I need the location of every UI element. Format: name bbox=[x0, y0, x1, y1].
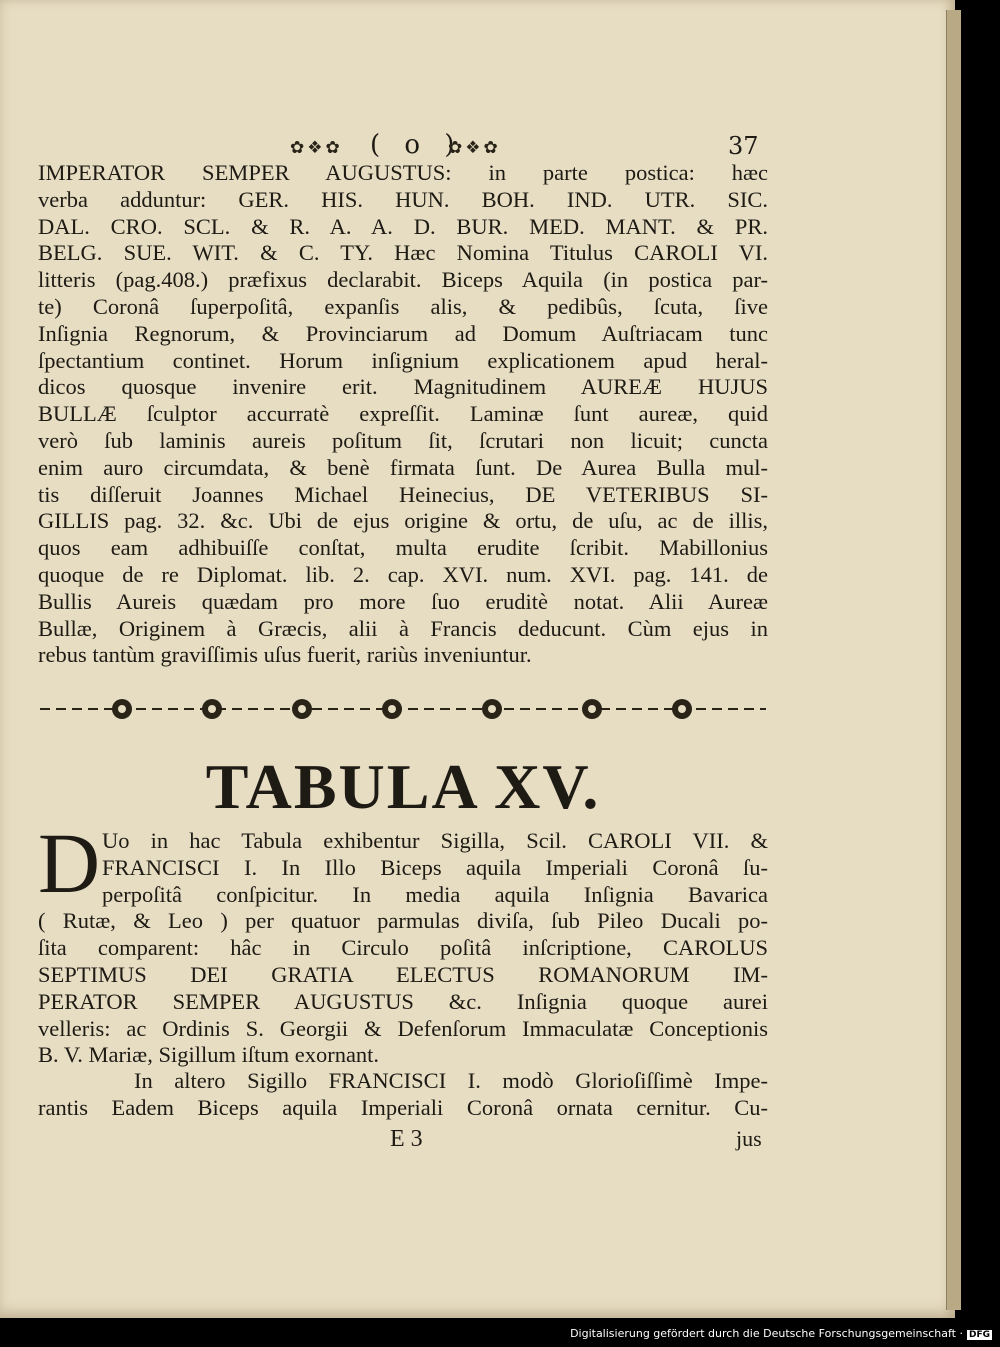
footer-credit bbox=[570, 1327, 992, 1340]
dfg-logo-icon: DFG bbox=[968, 1330, 990, 1340]
text-line: B. V. Mariæ, Sigillum iſtum exornant. bbox=[38, 1042, 380, 1068]
text-line: BELG. SUE. WIT. & C. TY. Hæc Nomina Titulus CAROLI VI. bbox=[38, 240, 768, 266]
text-line: verba adduntur: GER. HIS. HUN. BOH. IND. UTR. SIC. bbox=[38, 186, 768, 212]
text-line: te) Coronâ ſuperpoſitâ, expanſis alis, & pedibûs, ſcuta, ſive bbox=[38, 293, 768, 319]
text-line: enim auro circumdata, & benè firmata ſunt. De Aurea Bulla mul- bbox=[38, 454, 768, 480]
text-line: rebus tantùm graviſſimis uſus fuerit, rariùs inveniuntur. bbox=[38, 642, 532, 668]
page-edge bbox=[946, 10, 961, 1310]
text-line: tis diſſeruit Joannes Michael Heinecius, DE VETERIBUS SI- bbox=[38, 481, 768, 507]
ornament-left-icon: ✿❖✿ bbox=[290, 138, 343, 158]
footer-text: Digitalisierung gefördert durch die Deutsche Forschungsgemeinschaft · bbox=[570, 1327, 963, 1340]
ornamental-divider bbox=[40, 694, 766, 724]
ornament-right-icon: ✿❖✿ bbox=[448, 138, 501, 158]
text-line: PERATOR SEMPER AUGUSTUS &c. Inſignia quoque aurei bbox=[38, 988, 768, 1014]
section-heading: TABULA XV. bbox=[205, 751, 601, 822]
text-line: BULLÆ ſculptor accurratè expreſſit. Laminæ ſunt aureæ, quid bbox=[38, 401, 768, 427]
text-line: FRANCISCI I. In Illo Biceps aquila Imperiali Coronâ ſu- bbox=[102, 854, 768, 880]
text-line: SEPTIMUS DEI GRATIA ELECTUS ROMANORUM IM- bbox=[38, 961, 768, 987]
text-line: Bullæ, Originem à Græcis, alii à Francis deducunt. Cùm ejus in bbox=[38, 615, 768, 641]
page-number: 37 bbox=[728, 132, 759, 160]
paragraph-1 bbox=[38, 160, 768, 669]
text-line: ſita comparent: hâc in Circulo poſitâ inſcriptione, CAROLUS bbox=[38, 935, 768, 961]
text-line: dicos quosque invenire erit. Magnitudinem AUREÆ HUJUS bbox=[38, 374, 768, 400]
text-line: litteris (pag.408.) præfixus declarabit. Biceps Aquila (in postica par- bbox=[38, 267, 768, 293]
catchword: jus bbox=[736, 1126, 762, 1151]
text-line: IMPERATOR SEMPER AUGUSTUS: in parte postica: hæc bbox=[38, 160, 768, 185]
paragraph-2 bbox=[38, 828, 768, 1069]
text-line: rantis Eadem Biceps aquila Imperiali Coronâ ornata cernitur. Cu- bbox=[38, 1094, 768, 1120]
text-line: perpoſitâ conſpicitur. In media aquila Inſignia Bavarica bbox=[102, 881, 768, 907]
text-line: ſpectantium continet. Horum inſignium explicationem apud heral- bbox=[38, 347, 768, 373]
text-line: quos eam adhibuiſſe conſtat, multa erudite ſcribit. Mabillonius bbox=[38, 535, 768, 561]
text-line: Inſignia Regnorum, & Provinciarum ad Domum Auſtriacam tunc bbox=[38, 320, 768, 346]
text-line: quoque de re Diplomat. lib. 2. cap. XVI. num. XVI. pag. 141. de bbox=[38, 561, 768, 587]
text-line: verò ſub laminis aureis poſitum ſit, ſcrutari non licuit; cuncta bbox=[38, 427, 768, 453]
text-line: ( Rutæ, & Leo ) per quatuor parmulas diviſa, ſub Pileo Ducali po- bbox=[38, 908, 768, 934]
paragraph-3 bbox=[38, 1068, 768, 1122]
text-line: In altero Sigillo FRANCISCI I. modò Glorioſiſſimè Impe- bbox=[134, 1068, 768, 1093]
text-line: velleris: ac Ordinis S. Georgii & Defenſorum Immaculatæ Conceptionis bbox=[38, 1015, 768, 1041]
text-line: Bullis Aureis quædam pro more ſuo eruditè notat. Alii Aureæ bbox=[38, 588, 768, 614]
signature-mark: E 3 bbox=[390, 1126, 423, 1152]
text-line: Uo in hac Tabula exhibentur Sigilla, Scil. CAROLI VII. & bbox=[102, 828, 768, 853]
running-head-parenthesis: ( o ) bbox=[370, 130, 463, 160]
text-line: GILLIS pag. 32. &c. Ubi de ejus origine & ortu, de uſu, ac de illis, bbox=[38, 508, 768, 534]
drop-cap: D bbox=[38, 815, 101, 911]
text-line: DAL. CRO. SCL. & R. A. A. D. BUR. MED. MANT. & PR. bbox=[38, 213, 768, 239]
